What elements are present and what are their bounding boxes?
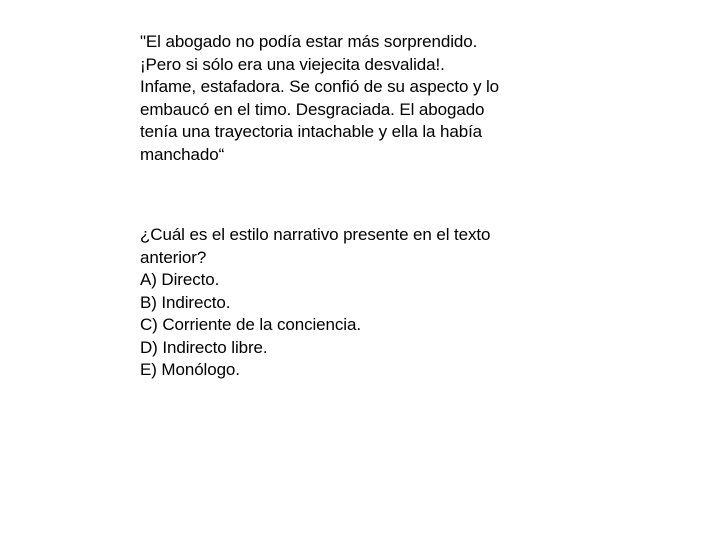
passage-line: tenía una trayectoria intachable y ella la había <box>140 122 483 141</box>
quoted-passage <box>140 31 580 166</box>
answer-option-e: E) Monólogo. <box>140 360 240 379</box>
answer-option-c: C) Corriente de la conciencia. <box>140 315 361 334</box>
passage-line: ¡Pero si sólo era una viejecita desvalida!. <box>140 54 445 74</box>
passage-line: "El abogado no podía estar más sorprendido. <box>140 32 478 51</box>
question-block <box>140 224 580 382</box>
passage-line: Infame, estafadora. Se confió de su aspecto y lo <box>140 77 500 96</box>
passage-line: manchado“ <box>140 144 225 164</box>
answer-option-d: D) Indirecto libre. <box>140 337 268 357</box>
passage-line: embaucó en el timo. Desgraciada. El abogado <box>140 99 485 119</box>
question-stem-line: ¿Cuál es el estilo narrativo presente en el texto <box>140 225 491 244</box>
answer-option-b: B) Indirecto. <box>140 292 231 312</box>
question-stem-line: anterior? <box>140 247 207 267</box>
answer-option-a: A) Directo. <box>140 270 220 289</box>
